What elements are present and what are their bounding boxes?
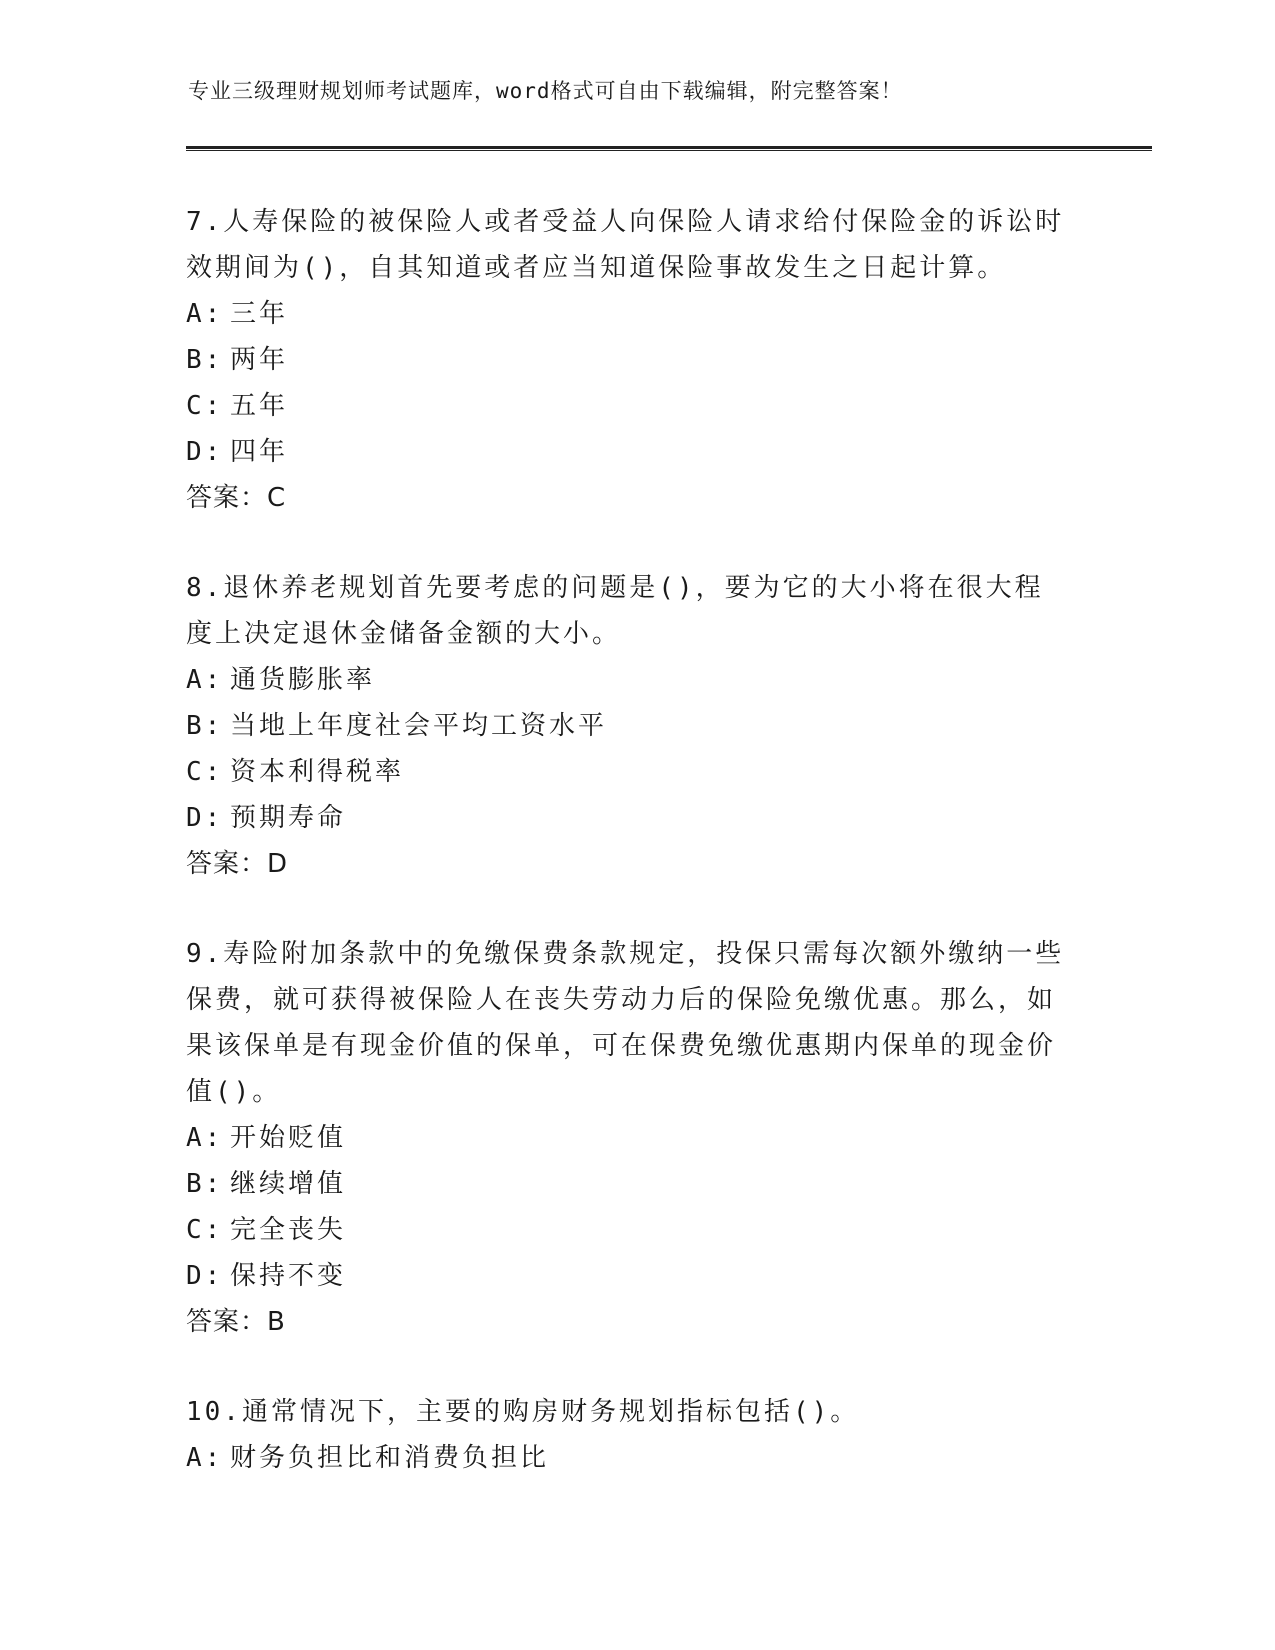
option-key: A: [186, 1123, 224, 1153]
question-text: 8.退休养老规划首先要考虑的问题是()，要为它的大小将在很大程度上决定退休金储备金额的大小。 [186, 573, 1044, 649]
option-key: A: [186, 1443, 224, 1473]
option-key: D: [186, 803, 224, 833]
question-list [186, 199, 1066, 1481]
option-key: D: [186, 437, 224, 467]
option-text: 保持不变 [230, 1261, 347, 1291]
option-key: B: [186, 345, 224, 375]
option-text: 两年 [230, 345, 289, 375]
option-a [186, 657, 1066, 703]
option-key: A: [186, 665, 224, 695]
spacer [186, 1345, 1066, 1389]
option-text: 资本利得税率 [230, 757, 405, 787]
option-key: C: [186, 1215, 224, 1245]
answer: 答案：D [186, 849, 289, 879]
option-d [186, 795, 1066, 841]
question-7 [186, 199, 1066, 521]
option-a [186, 1435, 1066, 1481]
question-text: 9.寿险附加条款中的免缴保费条款规定，投保只需每次额外缴纳一些保费，就可获得被保险人在丧失劳动力后的保险免缴优惠。那么，如果该保单是有现金价值的保单，可在保费免缴优惠期内保单的现金价值()。 [186, 939, 1065, 1107]
option-key: B: [186, 1169, 224, 1199]
option-text: 三年 [230, 299, 289, 329]
question-text: 10.通常情况下，主要的购房财务规划指标包括()。 [186, 1397, 860, 1427]
option-text: 五年 [230, 391, 289, 421]
question-9 [186, 931, 1066, 1345]
option-c [186, 749, 1066, 795]
option-d [186, 1253, 1066, 1299]
option-key: B: [186, 711, 224, 741]
option-d [186, 429, 1066, 475]
option-text: 完全丧失 [230, 1215, 347, 1245]
option-text: 通货膨胀率 [230, 665, 376, 695]
option-c [186, 383, 1066, 429]
option-text: 开始贬值 [230, 1123, 347, 1153]
option-b [186, 703, 1066, 749]
option-key: C: [186, 391, 224, 421]
option-a [186, 1115, 1066, 1161]
question-8 [186, 565, 1066, 887]
option-text: 当地上年度社会平均工资水平 [230, 711, 608, 741]
spacer [186, 521, 1066, 565]
option-key: A: [186, 299, 224, 329]
option-key: C: [186, 757, 224, 787]
option-b [186, 1161, 1066, 1207]
answer: 答案：B [186, 1307, 286, 1337]
spacer [186, 887, 1066, 931]
page-header: 专业三级理财规划师考试题库，word格式可自由下载编辑，附完整答案！ [188, 79, 903, 103]
option-key: D: [186, 1261, 224, 1291]
option-text: 预期寿命 [230, 803, 347, 833]
option-text: 四年 [230, 437, 289, 467]
option-c [186, 1207, 1066, 1253]
option-a [186, 291, 1066, 337]
question-10 [186, 1389, 1066, 1481]
header-divider [186, 146, 1152, 151]
option-text: 继续增值 [230, 1169, 347, 1199]
option-b [186, 337, 1066, 383]
question-text: 7.人寿保险的被保险人或者受益人向保险人请求给付保险金的诉讼时效期间为()，自其知道或者应当知道保险事故发生之日起计算。 [186, 207, 1065, 283]
option-text: 财务负担比和消费负担比 [230, 1443, 550, 1473]
answer: 答案：C [186, 483, 287, 513]
